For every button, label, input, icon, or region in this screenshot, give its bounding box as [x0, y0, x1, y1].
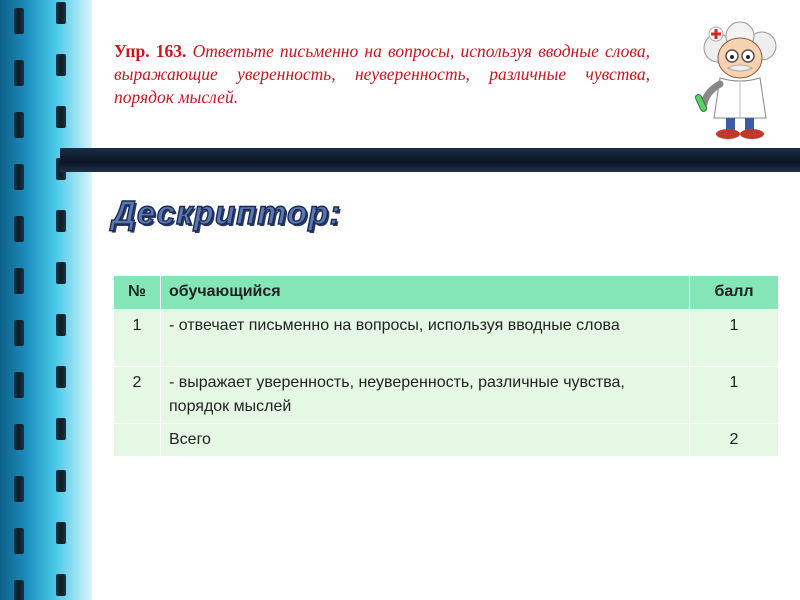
exercise-instruction: Ответьте письменно на вопросы, используя вводные слова, выражающие уверенность, неуверенность, различные чувства, порядок мыслей.: [114, 41, 650, 107]
row-student: Всего: [161, 424, 690, 457]
row-score: 1: [690, 310, 779, 367]
professor-mascot-icon: [690, 18, 790, 142]
row-student: - выражает уверенность, неуверенность, различные чувства, порядок мыслей: [161, 367, 690, 424]
header-student: обучающийся: [161, 276, 690, 310]
table-total-row: [114, 424, 779, 457]
header-num: №: [114, 276, 161, 310]
row-num: 2: [114, 367, 161, 424]
binding-rings-decoration: [0, 0, 92, 600]
row-num: 1: [114, 310, 161, 367]
table-row: [114, 310, 779, 367]
row-score: 1: [690, 367, 779, 424]
exercise-title: [114, 40, 650, 109]
row-score: 2: [690, 424, 779, 457]
header-score: балл: [690, 276, 779, 310]
header-divider-bar: [60, 148, 800, 172]
row-student: - отвечает письменно на вопросы, используя вводные слова: [161, 310, 690, 367]
descriptor-heading: Дескриптор:: [112, 194, 342, 231]
exercise-label: Упр. 163.: [114, 41, 187, 61]
table-header-row: [114, 276, 779, 310]
table-row: [114, 367, 779, 424]
descriptor-table: [113, 275, 779, 457]
row-num: [114, 424, 161, 457]
left-binding-strip: [0, 0, 92, 600]
